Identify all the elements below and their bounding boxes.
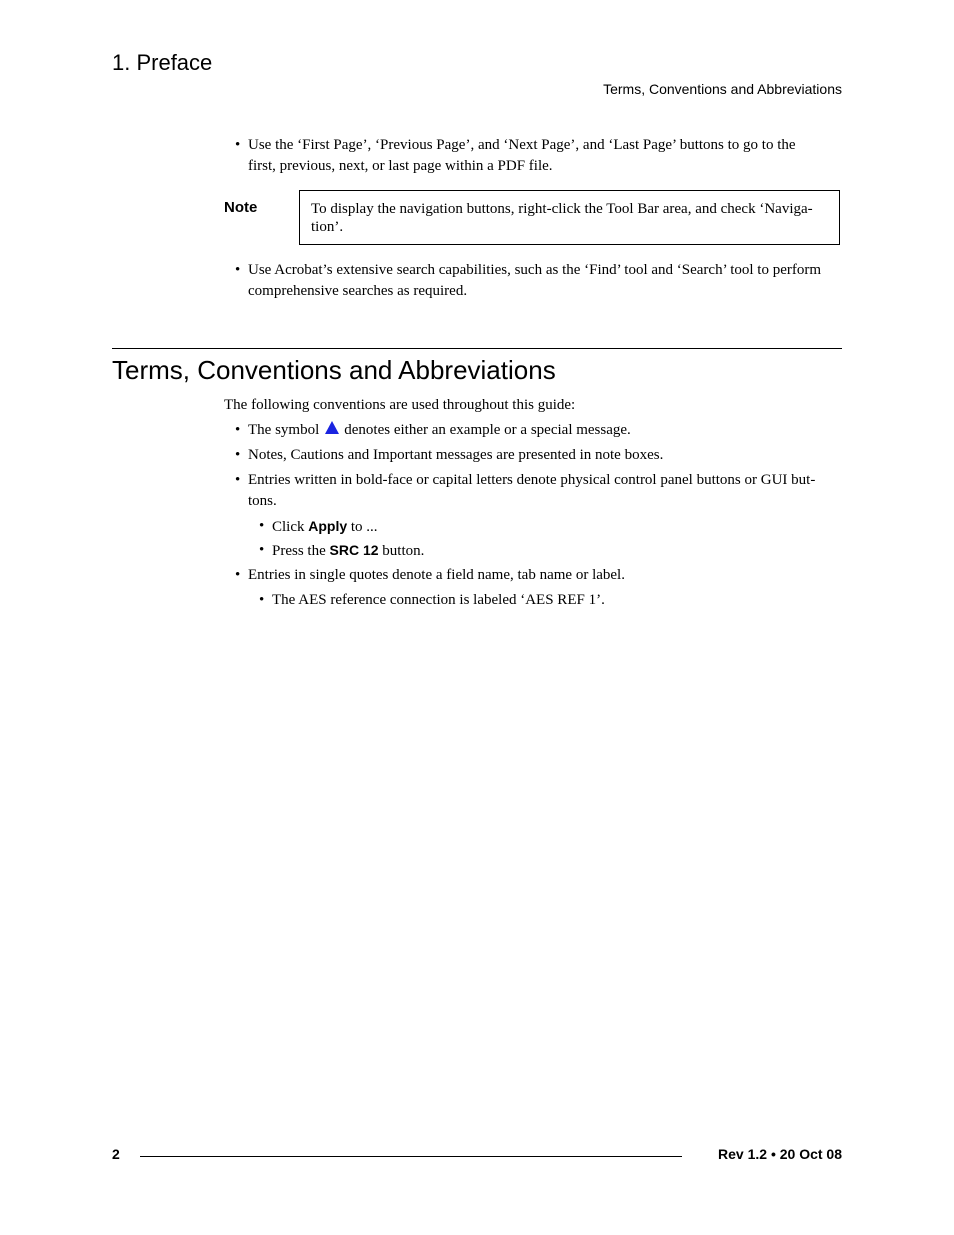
list-item-text: first, previous, next, or last page within a PDF file. (248, 157, 553, 174)
section-title: Terms, Conventions and Abbreviations (112, 355, 556, 385)
note-text: To display the navigation buttons, right-click the Tool Bar area, and check ‘Naviga- (311, 201, 813, 217)
list-item-text: comprehensive searches as required. (248, 282, 468, 299)
list-item-text: Entries in single quotes denote a field name, tab name or label. (248, 567, 625, 583)
bullet: • (259, 592, 265, 608)
bullet: • (235, 262, 241, 278)
revision-label: Rev 1.2 • 20 Oct 08 (718, 1146, 842, 1162)
triangle-icon (325, 421, 339, 434)
bullet: • (235, 422, 241, 438)
bullet: • (235, 447, 241, 463)
note-text: tion’. (311, 219, 344, 235)
bullet: • (235, 137, 241, 153)
list-item-text: Use the ‘First Page’, ‘Previous Page’, and ‘Next Page’, and ‘Last Page’ buttons to go to the (248, 137, 796, 153)
chapter-title: 1. Preface (112, 50, 213, 75)
list-item-text: The symbol (248, 422, 320, 438)
bullet: • (235, 567, 241, 583)
list-item-text: The AES reference connection is labeled ‘AES REF 1’. (272, 592, 605, 608)
page-number: 2 (112, 1146, 120, 1162)
list-item-text: tons. (248, 492, 277, 509)
list-item-text: button. (382, 543, 425, 559)
running-header: Terms, Conventions and Abbreviations (603, 81, 842, 97)
bold-example: SRC 12 (329, 542, 379, 558)
section-divider (112, 348, 842, 349)
note-label: Note (224, 199, 258, 216)
bold-example: Apply (308, 518, 348, 534)
list-item-text: Entries written in bold-face or capital letters denote physical control panel buttons or GUI but- (248, 472, 816, 488)
list-item-text: Use Acrobat’s extensive search capabilities, such as the ‘Find’ tool and ‘Search’ tool to perform (248, 262, 822, 278)
list-item-text: to ... (350, 519, 378, 535)
list-item-text: denotes either an example or a special message. (344, 422, 631, 438)
bullet: • (235, 472, 241, 488)
list-item-text: Press the (272, 543, 326, 559)
list-item-text: Notes, Cautions and Important messages are presented in note boxes. (248, 447, 664, 463)
bullet: • (259, 542, 265, 558)
intro-paragraph: The following conventions are used throughout this guide: (224, 397, 576, 413)
bullet: • (259, 518, 265, 534)
note-box (299, 190, 840, 245)
list-item-text: Click (272, 519, 305, 535)
